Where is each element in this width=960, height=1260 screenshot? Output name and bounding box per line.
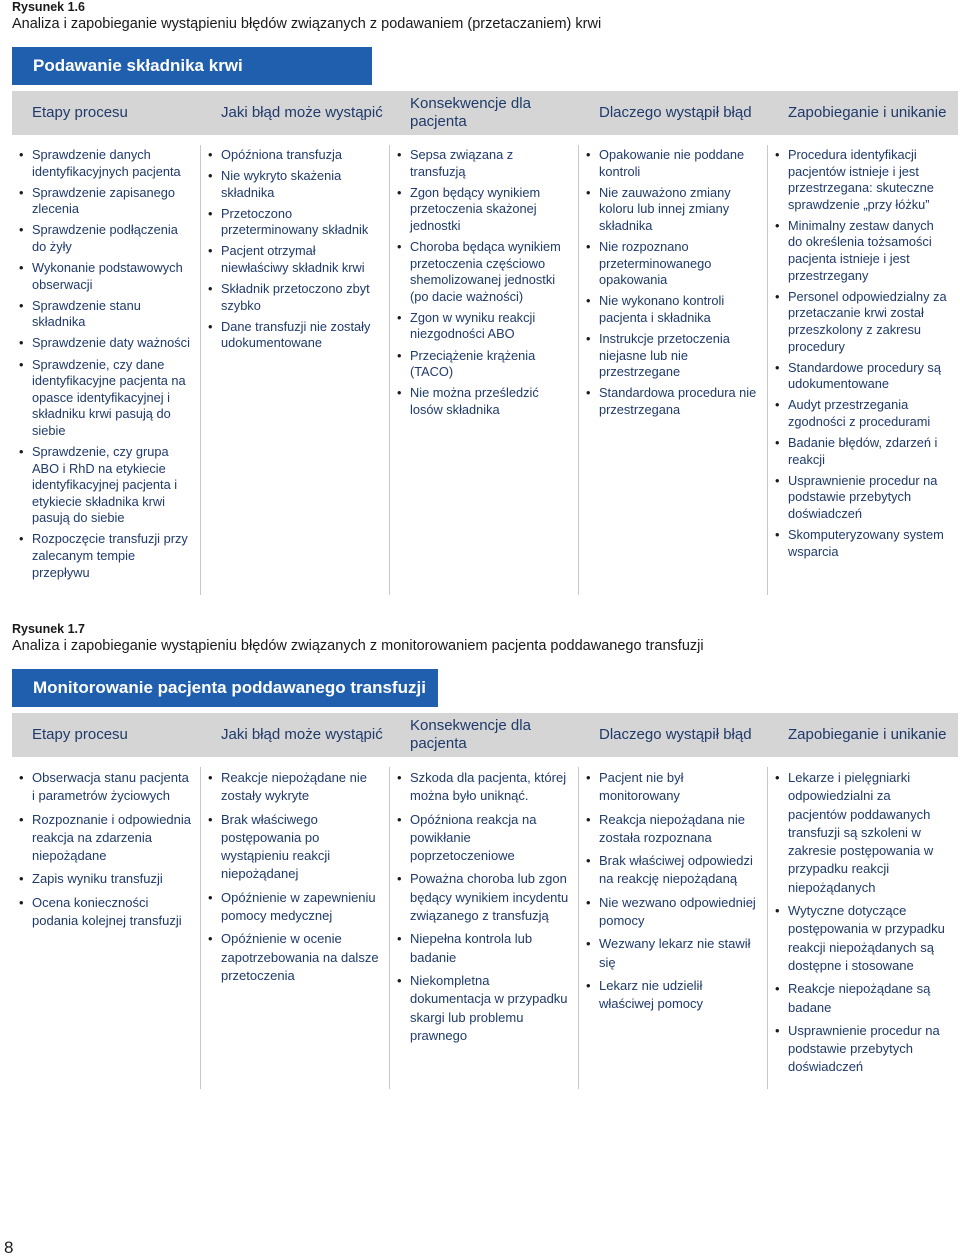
section-banner: Podawanie składnika krwi	[12, 47, 372, 85]
figure-number: Rysunek 1.7	[12, 622, 85, 636]
list-item: • Przeciążenie krążenia (TACO)	[410, 348, 574, 381]
list-item: • Obserwacja stanu pacjenta i parametrów życiowych	[32, 769, 196, 806]
list-item: • Sprawdzenie, czy dane identyfikacyjne pacjenta na opasce identyfikacyjnej i składniku krwi pasują do siebie	[32, 357, 196, 440]
list-item: • Sprawdzenie zapisanego zlecenia	[32, 185, 196, 218]
list-item: • Choroba będąca wynikiem przetoczenia częściowo shemolizowanej jednostki (po dacie ważności)	[410, 239, 574, 305]
column-consequences	[390, 145, 579, 595]
list-item: • Usprawnienie procedur na podstawie przebytych doświadczeń	[788, 473, 953, 523]
header-consequences: Konsekwencje dla pacjenta	[410, 95, 531, 130]
table-body	[12, 767, 958, 1089]
list-item: • Składnik przetoczono zbyt szybko	[221, 281, 385, 314]
list-item: • Lekarz nie udzielił właściwej pomocy	[599, 977, 763, 1014]
figure-title: Analiza i zapobieganie wystąpieniu błędów związanych z podawaniem (przetaczaniem) krwi	[12, 16, 602, 32]
list-item: • Sprawdzenie danych identyfikacyjnych pacjenta	[32, 147, 196, 180]
header-why-error: Dlaczego wystąpił błąd	[599, 104, 752, 121]
list-item: • Wytyczne dotyczące postępowania w przypadku reakcji niepożądanych są dostępne i stosowane	[788, 902, 953, 975]
list-item: • Sprawdzenie podłączenia do żyły	[32, 222, 196, 255]
list-item: • Skomputeryzowany system wsparcia	[788, 527, 953, 560]
list-item: • Lekarze i pielęgniarki odpowiedzialni za pacjentów poddawanych transfuzji są szkoleni w zakresie postępowania w przypadku reakcji niepożądanych	[788, 769, 953, 897]
list-item: • Standardowa procedura nie przestrzegana	[599, 385, 763, 418]
header-consequences: Konsekwencje dla pacjenta	[410, 717, 531, 752]
table-header	[12, 713, 958, 757]
list-item: • Brak właściwego postępowania po wystąpieniu reakcji niepożądanej	[221, 811, 385, 884]
list-item: • Zgon będący wynikiem przetoczenia skażonej jednostki	[410, 185, 574, 235]
list-item: • Nie wykryto skażenia składnika	[221, 168, 385, 201]
column-possible-error	[201, 767, 390, 1089]
column-possible-error	[201, 145, 390, 595]
list-item: • Opóźniona transfuzja	[221, 147, 385, 164]
list-item: • Nie można prześledzić losów składnika	[410, 385, 574, 418]
column-why-error	[579, 145, 768, 595]
list-item: • Reakcje niepożądane nie zostały wykryte	[221, 769, 385, 806]
column-why-error	[579, 767, 768, 1089]
list-item: • Brak właściwej odpowiedzi na reakcję niepożądaną	[599, 852, 763, 889]
column-consequences	[390, 767, 579, 1089]
header-possible-error: Jaki błąd może wystąpić	[221, 104, 383, 121]
list-item: • Nie wezwano odpowiedniej pomocy	[599, 894, 763, 931]
header-prevention: Zapobieganie i unikanie	[788, 104, 947, 121]
list-item: • Wykonanie podstawowych obserwacji	[32, 260, 196, 293]
figure-title: Analiza i zapobieganie wystąpieniu błędów związanych z monitorowaniem pacjenta poddawanego transfuzji	[12, 638, 704, 654]
list-item: • Opóźnienie w zapewnieniu pomocy medycznej	[221, 889, 385, 926]
list-item: • Opóźnienie w ocenie zapotrzebowania na dalsze przetoczenia	[221, 930, 385, 985]
list-item: • Rozpoznanie i odpowiednia reakcja na zdarzenia niepożądane	[32, 811, 196, 866]
column-process-stages	[12, 767, 201, 1089]
figure-1-7	[12, 622, 958, 1089]
header-process-stages: Etapy procesu	[32, 726, 128, 743]
section-banner: Monitorowanie pacjenta poddawanego transfuzji	[12, 669, 438, 707]
list-item: • Standardowe procedury są udokumentowane	[788, 360, 953, 393]
list-item: • Poważna choroba lub zgon będący wynikiem incydentu związanego z transfuzją	[410, 870, 574, 925]
list-item: • Sprawdzenie daty ważności	[32, 335, 196, 352]
list-item: • Badanie błędów, zdarzeń i reakcji	[788, 435, 953, 468]
list-item: • Pacjent nie był monitorowany	[599, 769, 763, 806]
list-item: • Sprawdzenie stanu składnika	[32, 298, 196, 331]
column-process-stages	[12, 145, 201, 595]
list-item: • Instrukcje przetoczenia niejasne lub nie przestrzegane	[599, 331, 763, 381]
header-process-stages: Etapy procesu	[32, 104, 128, 121]
list-item: • Nie zauważono zmiany koloru lub innej zmiany składnika	[599, 185, 763, 235]
list-item: • Sprawdzenie, czy grupa ABO i RhD na etykiecie identyfikacyjnej pacjenta i etykiecie składnika krwi pasują do siebie	[32, 444, 196, 527]
page-number: 8	[4, 1238, 14, 1257]
list-item: • Dane transfuzji nie zostały udokumentowane	[221, 319, 385, 352]
list-item: • Minimalny zestaw danych do określenia tożsamości pacjenta istnieje i jest przestrzegany	[788, 218, 953, 284]
list-item: • Nie rozpoznano przeterminowanego opakowania	[599, 239, 763, 289]
table-header	[12, 91, 958, 135]
list-item: • Sepsa związana z transfuzją	[410, 147, 574, 180]
table-body	[12, 145, 958, 595]
list-item: • Niepełna kontrola lub badanie	[410, 930, 574, 967]
list-item: • Opóźniona reakcja na powikłanie poprzetoczeniowe	[410, 811, 574, 866]
column-prevention	[768, 767, 957, 1089]
list-item: • Zapis wyniku transfuzji	[32, 870, 196, 888]
list-item: • Audyt przestrzegania zgodności z procedurami	[788, 397, 953, 430]
list-item: • Ocena konieczności podania kolejnej transfuzji	[32, 894, 196, 931]
figure-number: Rysunek 1.6	[12, 0, 85, 14]
list-item: • Personel odpowiedzialny za przetaczanie krwi został przeszkolony z zakresu procedury	[788, 289, 953, 355]
list-item: • Reakcje niepożądane są badane	[788, 980, 953, 1017]
list-item: • Procedura identyfikacji pacjentów istnieje i jest przestrzegana: skuteczne sprawdzenie „przy łóżku”	[788, 147, 953, 213]
figure-1-6	[12, 0, 958, 595]
header-prevention: Zapobieganie i unikanie	[788, 726, 947, 743]
list-item: • Przetoczono przeterminowany składnik	[221, 206, 385, 239]
list-item: • Niekompletna dokumentacja w przypadku skargi lub problemu prawnego	[410, 972, 574, 1045]
header-possible-error: Jaki błąd może wystąpić	[221, 726, 383, 743]
list-item: • Wezwany lekarz nie stawił się	[599, 935, 763, 972]
list-item: • Reakcja niepożądana nie została rozpoznana	[599, 811, 763, 848]
list-item: • Opakowanie nie poddane kontroli	[599, 147, 763, 180]
list-item: • Rozpoczęcie transfuzji przy zalecanym tempie przepływu	[32, 531, 196, 581]
list-item: • Pacjent otrzymał niewłaściwy składnik krwi	[221, 243, 385, 276]
column-prevention	[768, 145, 957, 595]
list-item: • Szkoda dla pacjenta, której można było uniknąć.	[410, 769, 574, 806]
list-item: • Zgon w wyniku reakcji niezgodności ABO	[410, 310, 574, 343]
list-item: • Nie wykonano kontroli pacjenta i składnika	[599, 293, 763, 326]
header-why-error: Dlaczego wystąpił błąd	[599, 726, 752, 743]
list-item: • Usprawnienie procedur na podstawie przebytych doświadczeń	[788, 1022, 953, 1077]
